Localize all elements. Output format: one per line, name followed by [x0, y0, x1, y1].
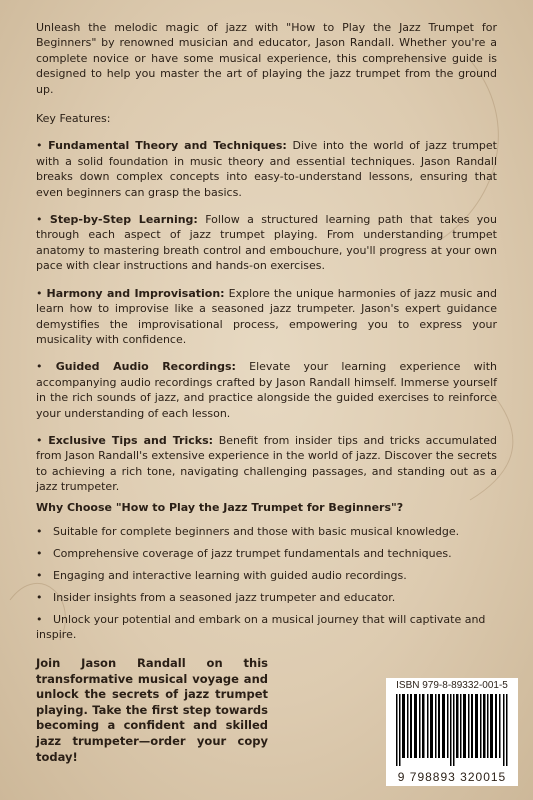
bullet: •: [36, 590, 43, 604]
bullet: •: [36, 568, 43, 582]
feature-title: Guided Audio Recordings:: [55, 360, 236, 374]
feature-title: Harmony and Improvisation:: [46, 286, 225, 300]
list-item-text: Suitable for complete beginners and those with basic musical knowledge.: [53, 525, 460, 538]
feature-title: Fundamental Theory and Techniques:: [48, 139, 287, 153]
list-item-text: Comprehensive coverage of jazz trumpet fundamentals and techniques.: [53, 546, 452, 560]
why-choose-title: Why Choose "How to Play the Jazz Trumpet for Beginners"?: [36, 501, 404, 514]
list-item: [36, 546, 497, 561]
isbn-barcode: [386, 678, 518, 786]
feature-item: [36, 286, 497, 348]
list-item: [36, 524, 497, 539]
list-item: [36, 568, 497, 583]
bullet: •: [36, 525, 43, 538]
bullet: •: [36, 360, 43, 374]
list-item: [36, 612, 497, 643]
feature-item: [36, 212, 497, 274]
intro-paragraph: Unleash the melodic magic of jazz with "How to Play the Jazz Trumpet for Beginners" by renowned musician and educator, Jason Randall. Whether you're a complete novice or have some musical experience, this comprehensive guide is designed to help you master the art of playing the jazz trumpet from the ground up.: [36, 21, 497, 96]
feature-item: [36, 359, 497, 421]
key-features-title: Key Features:: [36, 112, 111, 126]
bullet: •: [36, 213, 43, 227]
bullet: •: [36, 286, 43, 300]
feature-text: Follow a structured learning path that takes you through each aspect of jazz trumpet playing. From understanding trumpet anatomy to mastering breath control and embouchure, you'll progress at your own pace with clear instructions and hands-on exercises.: [36, 213, 498, 273]
feature-title: Exclusive Tips and Tricks:: [48, 433, 214, 447]
list-item-text: Unlock your potential and embark on a musical journey that will captivate and inspire.: [36, 612, 486, 642]
feature-item: [36, 433, 497, 495]
why-choose-list: [36, 524, 497, 649]
closing-paragraph: Join Jason Randall on this transformative musical voyage and unlock the secrets of jazz trumpet playing. Take the first step towards becoming a confident and skilled jazz trumpeter—order your copy today!: [36, 656, 268, 764]
list-item-text: Engaging and interactive learning with guided audio recordings.: [53, 568, 407, 582]
list-item: [36, 590, 497, 605]
list-item-text: Insider insights from a seasoned jazz trumpeter and educator.: [53, 590, 396, 604]
barcode-number: 9 798893 320015: [397, 770, 507, 784]
bullet: •: [36, 139, 43, 153]
description-block: [36, 20, 497, 495]
feature-text: Dive into the world of jazz trumpet with a solid foundation in music theory and essential techniques. Jason Randall breaks down complex concepts into easy-to-understand lessons, ensuring that even beginners can grasp the basics.: [36, 139, 497, 199]
feature-text: Benefit from insider tips and tricks accumulated from Jason Randall's extensive experience in the world of jazz. Discover the secrets to achieving a rich tone, navigating challenging passages, and standing out as a jazz trumpeter.: [36, 433, 497, 494]
bullet: •: [36, 433, 43, 447]
bullet: •: [36, 612, 43, 626]
feature-text: Elevate your learning experience with accompanying audio recordings crafted by Jason Randall himself. Immerse yourself in the rich sounds of jazz, and practice alongside the guided exercises to reinforce your understanding of each lesson.: [36, 360, 497, 420]
feature-item: [36, 138, 497, 200]
bullet: •: [36, 546, 43, 560]
feature-text: Explore the unique harmonies of jazz music and learn how to improvise like a seasoned jazz trumpeter. Jason's expert guidance demystifies the improvisational process, empowering you to express your musicality with confidence.: [36, 286, 498, 346]
isbn-label: ISBN 979-8-89332-001-5: [396, 680, 508, 691]
feature-title: Step-by-Step Learning:: [49, 213, 198, 227]
barcode-bars-icon: [396, 694, 508, 766]
